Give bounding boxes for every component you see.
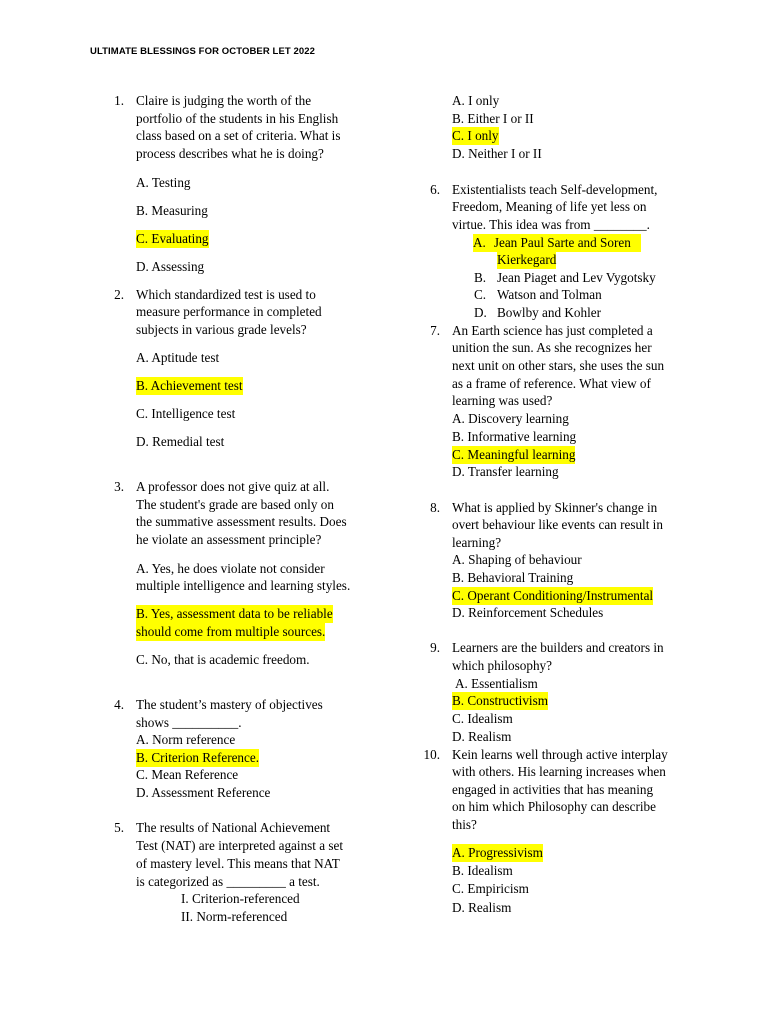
answer-choice: B. Behavioral Training [452, 570, 574, 585]
question-stem-line: A professor does not give quiz at all. [136, 479, 330, 494]
answer-choice-correct: B. Constructivism [452, 693, 548, 708]
question-stem-line: overt behaviour like events can result in [452, 517, 663, 532]
question-stem-line: on him which Philosophy can describe [452, 799, 657, 814]
question-stem-option: II. Norm-referenced [181, 909, 288, 924]
question-stem-line: An Earth science has just completed a [452, 323, 653, 338]
question-stem-line: The student's grade are based only on [136, 497, 334, 512]
answer-choice: D. Assessing [136, 259, 205, 274]
question-stem-line: Learners are the builders and creators in [452, 640, 664, 655]
answer-choice: D. Assessment Reference [136, 785, 271, 800]
question-number: 2. [114, 287, 124, 302]
answer-choice: D. Realism [452, 729, 512, 744]
question-stem-line: of mastery level. This means that NAT [136, 856, 340, 871]
answer-choice: B. Idealism [452, 863, 513, 878]
answer-choice: B. Measuring [136, 203, 208, 218]
question-stem-line: The student’s mastery of objectives [136, 697, 323, 712]
question-number: 8. [430, 500, 440, 515]
answer-choice: A. Essentialism [455, 676, 538, 691]
question-stem-line: this? [452, 817, 477, 832]
answer-choice: C. Empiricism [452, 881, 529, 896]
answer-choice-correct: C. I only [452, 128, 499, 143]
question-stem-line: Existentialists teach Self-development, [452, 182, 658, 197]
question-stem-line: The results of National Achievement [136, 820, 331, 835]
choice-letter: C. [474, 287, 487, 302]
question-stem-line: Kein learns well through active interplay [452, 747, 668, 762]
answer-choice: D. Reinforcement Schedules [452, 605, 604, 620]
question-stem-line: next unit on other stars, she uses the sun [452, 358, 665, 373]
answer-choice: multiple intelligence and learning styles. [136, 578, 351, 593]
question-stem-line: engaged in activities that has meaning [452, 782, 654, 797]
question-stem-line: What is applied by Skinner's change in [452, 500, 658, 515]
question-stem-line: Test (NAT) are interpreted against a set [136, 838, 344, 853]
answer-choice: A. Discovery learning [452, 411, 569, 426]
answer-choice: D. Transfer learning [452, 464, 559, 479]
question-stem-line: Which standardized test is used to [136, 287, 316, 302]
question-stem-line: class based on a set of criteria. What is [136, 128, 341, 143]
answer-choice: B. Either I or II [452, 111, 534, 126]
answer-choice: C. No, that is academic freedom. [136, 652, 310, 667]
question-number: 3. [114, 479, 124, 494]
answer-choice: D. Neither I or II [452, 146, 542, 161]
answer-choice: Jean Piaget and Lev Vygotsky [497, 270, 656, 285]
answer-choice: B. Informative learning [452, 429, 577, 444]
answer-choice: C. Intelligence test [136, 406, 236, 421]
question-stem-line: measure performance in completed [136, 304, 322, 319]
answer-choice: A. Testing [136, 175, 191, 190]
question-number: 7. [430, 323, 440, 338]
question-stem-line: subjects in various grade levels? [136, 322, 307, 337]
answer-choice-correct: A. Progressivism [452, 845, 543, 860]
choice-letter: A. [473, 235, 486, 250]
question-number: 10. [423, 747, 440, 762]
choice-letter: D. [474, 305, 487, 320]
question-stem-option: I. Criterion-referenced [181, 891, 300, 906]
answer-choice: A. Yes, he does violate not consider [136, 561, 325, 576]
question-stem-line: shows __________. [136, 715, 242, 730]
question-stem-line: learning? [452, 535, 502, 550]
choice-text: Jean Paul Sarte and Soren [493, 235, 631, 250]
question-stem-line: as a frame of reference. What view of [452, 376, 651, 391]
answer-choice-correct: C. Operant Conditioning/Instrumental [452, 588, 654, 603]
question-stem-line: with others. His learning increases when [452, 764, 666, 779]
question-stem-line: the summative assessment results. Does [136, 514, 347, 529]
question-number: 9. [430, 640, 440, 655]
question-stem-line: virtue. This idea was from ________. [452, 217, 650, 232]
answer-choice: Bowlby and Kohler [497, 305, 602, 320]
answer-choice: D. Realism [452, 900, 512, 915]
question-stem-line: he violate an assessment principle? [136, 532, 322, 547]
answer-choice-correct: B. Yes, assessment data to be reliable [136, 606, 333, 621]
question-number: 6. [430, 182, 440, 197]
answer-choice-correct: should come from multiple sources. [136, 624, 326, 639]
question-stem-line: which philosophy? [452, 658, 552, 673]
question-stem-line: Claire is judging the worth of the [136, 93, 312, 108]
document-header: ULTIMATE BLESSINGS FOR OCTOBER LET 2022 [90, 46, 316, 57]
answer-choice-correct: B. Criterion Reference. [136, 750, 260, 765]
choice-letter: B. [474, 270, 487, 285]
answer-choice: C. Mean Reference [136, 767, 239, 782]
question-stem-line: portfolio of the students in his English [136, 111, 339, 126]
answer-choice: A. Norm reference [136, 732, 236, 747]
question-number: 1. [114, 93, 124, 108]
answer-choice-correct: C. Meaningful learning [452, 447, 576, 462]
question-number: 4. [114, 697, 124, 712]
question-stem-line: is categorized as _________ a test. [136, 874, 320, 889]
answer-choice-correct: B. Achievement test [136, 378, 243, 393]
answer-choice: D. Remedial test [136, 434, 225, 449]
question-stem-line: process describes what he is doing? [136, 146, 324, 161]
answer-choice-correct: C. Evaluating [136, 231, 209, 246]
question-number: 5. [114, 820, 124, 835]
answer-choice: A. Shaping of behaviour [452, 552, 582, 567]
question-stem-line: Freedom, Meaning of life yet less on [452, 199, 647, 214]
answer-choice-correct [473, 234, 641, 252]
answer-choice: Watson and Tolman [497, 287, 602, 302]
question-stem-line: learning was used? [452, 393, 553, 408]
answer-choice: A. Aptitude test [136, 350, 220, 365]
answer-choice-correct: Kierkegard [497, 252, 557, 267]
answer-choice: A. I only [452, 93, 500, 108]
answer-choice: C. Idealism [452, 711, 513, 726]
question-stem-line: unition the sun. As she recognizes her [452, 340, 652, 355]
